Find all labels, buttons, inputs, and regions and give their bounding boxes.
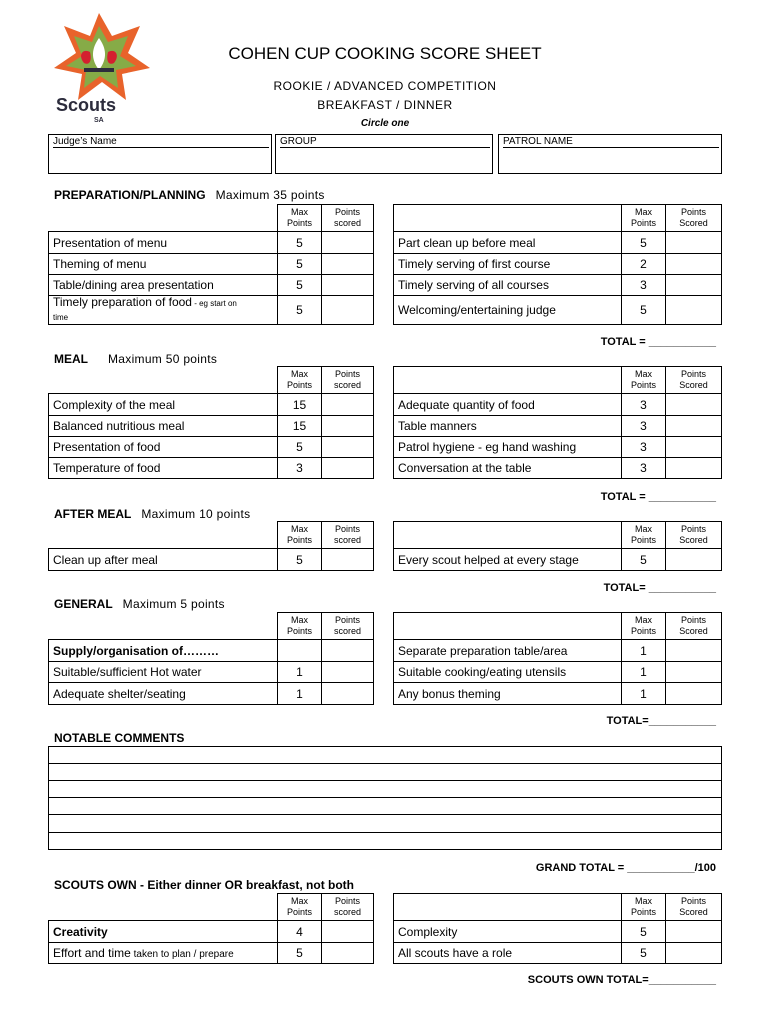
criterion-label: Timely serving of first course — [394, 254, 622, 275]
criterion-label: Adequate shelter/seating — [49, 683, 278, 705]
max-points: 3 — [622, 437, 666, 458]
general-max: Maximum 5 points — [122, 597, 225, 611]
criterion-label: Patrol hygiene - eg hand washing — [394, 437, 622, 458]
criterion-label: Clean up after meal — [49, 549, 278, 571]
general-right-table — [393, 612, 722, 705]
points-scored-cell[interactable] — [666, 394, 722, 416]
points-scored-cell[interactable] — [322, 437, 374, 458]
points-scored-head: Points Scored — [666, 522, 722, 549]
criterion-label: Complexity of the meal — [49, 394, 278, 416]
max-points — [278, 640, 322, 662]
max-points-head: Max Points — [278, 205, 322, 232]
patrol-name-field[interactable] — [498, 134, 722, 174]
max-points: 5 — [622, 921, 666, 943]
points-scored-cell[interactable] — [322, 254, 374, 275]
blank-cell — [394, 205, 622, 232]
blank-cell — [49, 522, 278, 549]
blank-cell — [394, 522, 622, 549]
points-scored-cell[interactable] — [322, 275, 374, 296]
after-right-table — [393, 521, 722, 571]
points-scored-head: Points scored — [322, 522, 374, 549]
logo-wordmark: Scouts — [56, 95, 117, 115]
max-points: 1 — [278, 683, 322, 705]
judge-name-field[interactable] — [48, 134, 272, 174]
points-scored-cell[interactable] — [322, 921, 374, 943]
points-scored-cell[interactable] — [666, 549, 722, 571]
criterion-label: Balanced nutritious meal — [49, 416, 278, 437]
comment-line — [49, 814, 721, 815]
points-scored-head: Points scored — [322, 894, 374, 921]
criterion-label: Theming of menu — [49, 254, 278, 275]
criterion-label: Part clean up before meal — [394, 232, 622, 254]
points-scored-cell[interactable] — [666, 640, 722, 662]
criterion-label: Table manners — [394, 416, 622, 437]
points-scored-head: Points Scored — [666, 894, 722, 921]
max-points: 5 — [278, 549, 322, 571]
points-scored-head: Points scored — [322, 367, 374, 394]
max-points-head: Max Points — [278, 367, 322, 394]
blank-cell — [49, 205, 278, 232]
comment-line — [49, 797, 721, 798]
scouts-own-right-table — [393, 893, 722, 964]
prep-section-title — [54, 188, 325, 202]
patrol-name-label: PATROL NAME — [503, 136, 719, 148]
criterion-note-2: time — [53, 313, 69, 322]
meal-options: BREAKFAST / DINNER — [317, 98, 453, 112]
points-scored-cell[interactable] — [322, 416, 374, 437]
max-points: 5 — [278, 254, 322, 275]
points-scored-cell[interactable] — [322, 458, 374, 479]
blank-cell — [394, 367, 622, 394]
after-max: Maximum 10 points — [141, 507, 251, 521]
max-points-head: Max Points — [622, 522, 666, 549]
points-scored-cell[interactable] — [666, 683, 722, 705]
points-scored-cell[interactable] — [666, 437, 722, 458]
max-points: 3 — [622, 458, 666, 479]
max-points: 5 — [622, 549, 666, 571]
prep-right-table — [393, 204, 722, 325]
points-scored-head: Points scored — [322, 613, 374, 640]
points-scored-cell[interactable] — [322, 662, 374, 683]
criterion-label: Creativity — [49, 921, 278, 943]
criterion-label: Supply/organisation of……… — [49, 640, 278, 662]
points-scored-head: Points scored — [322, 205, 374, 232]
criterion-label: Adequate quantity of food — [394, 394, 622, 416]
points-scored-cell[interactable] — [322, 232, 374, 254]
scouts-own-title: SCOUTS OWN - Either dinner OR breakfast, not both — [54, 878, 355, 892]
criterion-label-cell — [49, 296, 278, 325]
max-points-head: Max Points — [278, 894, 322, 921]
blank-cell — [49, 894, 278, 921]
max-points: 3 — [622, 416, 666, 437]
criterion-label: All scouts have a role — [394, 943, 622, 964]
criterion-label-cell — [49, 943, 278, 964]
max-points-head: Max Points — [622, 205, 666, 232]
general-total: TOTAL=___________ — [606, 715, 716, 727]
criterion-label: Separate preparation table/area — [394, 640, 622, 662]
prep-max: Maximum 35 points — [215, 188, 325, 202]
criterion-label: Table/dining area presentation — [49, 275, 278, 296]
points-scored-cell[interactable] — [322, 640, 374, 662]
blank-cell — [394, 613, 622, 640]
points-scored-cell[interactable] — [666, 662, 722, 683]
meal-total: TOTAL = ___________ — [600, 491, 716, 503]
max-points-head: Max Points — [278, 522, 322, 549]
criterion-label: Presentation of menu — [49, 232, 278, 254]
points-scored-cell[interactable] — [322, 943, 374, 964]
criterion-label: Presentation of food — [49, 437, 278, 458]
meal-title: MEAL — [54, 352, 88, 366]
group-label: GROUP — [280, 136, 490, 148]
max-points: 3 — [622, 275, 666, 296]
max-points: 5 — [278, 232, 322, 254]
judge-name-label: Judge’s Name — [53, 136, 269, 148]
points-scored-cell[interactable] — [322, 296, 374, 325]
blank-cell — [49, 613, 278, 640]
criterion-label: Timely preparation of food — [53, 295, 192, 309]
criterion-label: Temperature of food — [49, 458, 278, 479]
criterion-label: Timely serving of all courses — [394, 275, 622, 296]
points-scored-cell[interactable] — [666, 416, 722, 437]
max-points-head: Max Points — [622, 613, 666, 640]
general-title: GENERAL — [54, 597, 113, 611]
max-points-head: Max Points — [622, 894, 666, 921]
points-scored-cell[interactable] — [666, 943, 722, 964]
max-points: 1 — [622, 640, 666, 662]
max-points: 5 — [622, 232, 666, 254]
criterion-label: Any bonus theming — [394, 683, 622, 705]
general-section-title — [54, 597, 225, 611]
criterion-label: Complexity — [394, 921, 622, 943]
prep-total: TOTAL = ___________ — [600, 336, 716, 348]
points-scored-cell[interactable] — [666, 275, 722, 296]
max-points: 15 — [278, 394, 322, 416]
max-points: 15 — [278, 416, 322, 437]
points-scored-cell[interactable] — [322, 394, 374, 416]
comments-title: NOTABLE COMMENTS — [54, 731, 185, 745]
scouts-own-left-table — [48, 893, 374, 964]
max-points: 3 — [278, 458, 322, 479]
max-points-head: Max Points — [278, 613, 322, 640]
page-title: COHEN CUP COOKING SCORE SHEET — [228, 44, 542, 63]
criterion-label: Conversation at the table — [394, 458, 622, 479]
meal-section-title — [54, 352, 217, 366]
points-scored-cell[interactable] — [322, 683, 374, 705]
blank-cell — [394, 894, 622, 921]
prep-title: PREPARATION/PLANNING — [54, 188, 206, 202]
group-field[interactable] — [275, 134, 493, 174]
points-scored-head: Points Scored — [666, 613, 722, 640]
criterion-note: taken to plan / prepare — [130, 949, 234, 960]
prep-left-table — [48, 204, 374, 325]
max-points: 1 — [622, 683, 666, 705]
scouts-own-total: SCOUTS OWN TOTAL=___________ — [527, 974, 716, 986]
points-scored-head: Points Scored — [666, 205, 722, 232]
points-scored-cell[interactable] — [322, 549, 374, 571]
logo-subtext: SA — [94, 117, 104, 124]
criterion-label: Effort and time — [53, 946, 131, 960]
max-points: 1 — [278, 662, 322, 683]
points-scored-cell[interactable] — [666, 232, 722, 254]
criterion-label: Suitable cooking/eating utensils — [394, 662, 622, 683]
after-title: AFTER MEAL — [54, 507, 132, 521]
meal-right-table — [393, 366, 722, 479]
grand-total: GRAND TOTAL = ___________/100 — [535, 862, 716, 874]
max-points: 5 — [278, 437, 322, 458]
comment-line — [49, 780, 721, 781]
max-points: 5 — [622, 943, 666, 964]
after-left-table — [48, 521, 374, 571]
comments-box[interactable] — [48, 746, 722, 850]
points-scored-cell[interactable] — [666, 921, 722, 943]
meal-max: Maximum 50 points — [108, 352, 218, 366]
criterion-label: Welcoming/entertaining judge — [394, 296, 622, 325]
points-scored-cell[interactable] — [666, 296, 722, 325]
circle-one-note: Circle one — [360, 118, 410, 129]
max-points: 4 — [278, 921, 322, 943]
points-scored-cell[interactable] — [666, 254, 722, 275]
points-scored-cell[interactable] — [666, 458, 722, 479]
max-points-head: Max Points — [622, 367, 666, 394]
max-points: 5 — [278, 275, 322, 296]
criterion-note: - eg start on — [191, 299, 237, 308]
points-scored-head: Points Scored — [666, 367, 722, 394]
comment-line — [49, 763, 721, 764]
max-points: 5 — [278, 943, 322, 964]
criterion-label: Suitable/sufficient Hot water — [49, 662, 278, 683]
general-left-table — [48, 612, 374, 705]
comment-line — [49, 832, 721, 833]
max-points: 2 — [622, 254, 666, 275]
after-total: TOTAL= ___________ — [603, 582, 716, 594]
max-points: 1 — [622, 662, 666, 683]
max-points: 5 — [622, 296, 666, 325]
max-points: 3 — [622, 394, 666, 416]
max-points: 5 — [278, 296, 322, 325]
blank-cell — [49, 367, 278, 394]
criterion-label: Every scout helped at every stage — [394, 549, 622, 571]
competition-options: ROOKIE / ADVANCED COMPETITION — [273, 79, 497, 93]
after-section-title — [54, 507, 250, 521]
meal-left-table — [48, 366, 374, 479]
